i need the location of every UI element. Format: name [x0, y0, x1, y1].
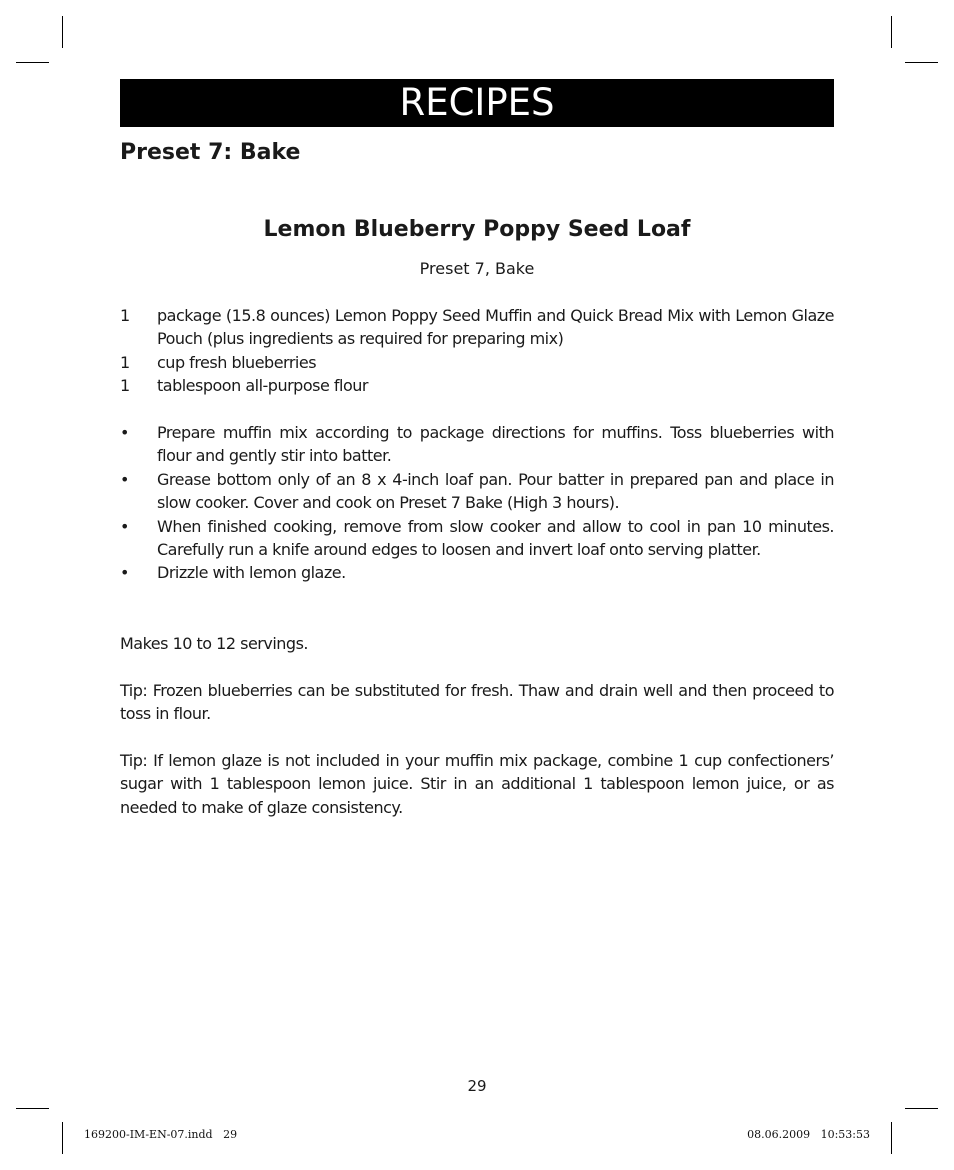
- tip-text: Tip: Frozen blueberries can be substituted for fresh. Thaw and drain well and then proceed to toss in flour.: [120, 681, 834, 724]
- ingredient-text: tablespoon all-purpose flour: [157, 376, 368, 396]
- step-list: [120, 421, 834, 585]
- ingredient-item: [120, 374, 834, 397]
- ingredient-item: [120, 351, 834, 374]
- tip-text: Tip: If lemon glaze is not included in your muffin mix package, combine 1 cup confectioners’ sugar with 1 tablespoon lemon juice. Stir in an additional 1 tablespoon lemon juice, or as needed to make of glaze consistency.: [120, 751, 834, 817]
- crop-mark-bottom-right-vertical: [891, 1122, 892, 1154]
- ingredient-list: [120, 304, 834, 398]
- servings-text: Makes 10 to 12 servings.: [120, 634, 308, 653]
- crop-mark-top-left-vertical: [62, 16, 63, 48]
- recipe-subtitle: Preset 7, Bake: [419, 259, 535, 278]
- crop-mark-bottom-left-horizontal: [16, 1108, 49, 1109]
- footer-timestamp: 08.06.2009 10:53:53: [747, 1128, 870, 1141]
- step-text: When finished cooking, remove from slow cooker and allow to cool in pan 10 minutes. Carefully run a knife around edges to loosen and invert loaf onto serving platter.: [157, 516, 834, 560]
- ingredient-text: package (15.8 ounces) Lemon Poppy Seed Muffin and Quick Bread Mix with Lemon Glaze Pouch (plus ingredients as required for preparing mix): [157, 306, 834, 349]
- ingredient-item: [120, 304, 834, 351]
- step-item: [120, 561, 834, 584]
- ingredient-qty: 1: [120, 352, 130, 372]
- ingredient-qty: 1: [120, 306, 130, 325]
- step-text: Prepare muffin mix according to package directions for muffins. Toss blueberries with flour and gently stir into batter.: [157, 423, 834, 466]
- bullet-icon: •: [120, 516, 129, 536]
- section-title: Preset 7: Bake: [120, 140, 301, 165]
- recipe-title: Lemon Blueberry Poppy Seed Loaf: [263, 217, 691, 242]
- step-item: [120, 468, 834, 515]
- footer-file-name: 169200-IM-EN-07.indd 29: [84, 1128, 238, 1141]
- ingredient-text: cup fresh blueberries: [157, 352, 317, 372]
- page-number: 29: [467, 1077, 487, 1095]
- bullet-icon: •: [120, 423, 129, 442]
- ingredient-qty: 1: [120, 376, 130, 396]
- recipes-banner: RECIPES: [120, 79, 834, 127]
- crop-mark-bottom-right-horizontal: [905, 1108, 938, 1109]
- step-item: [120, 515, 834, 562]
- step-text: Grease bottom only of an 8 x 4-inch loaf pan. Pour batter in prepared pan and place in slow cooker. Cover and cook on Preset 7 Bake (High 3 hours).: [157, 469, 834, 513]
- crop-mark-top-right-horizontal: [905, 62, 938, 63]
- bullet-icon: •: [120, 469, 129, 489]
- step-item: [120, 421, 834, 468]
- crop-mark-top-left-horizontal: [16, 62, 49, 63]
- crop-mark-top-right-vertical: [891, 16, 892, 48]
- crop-mark-bottom-left-vertical: [62, 1122, 63, 1154]
- bullet-icon: •: [120, 563, 129, 583]
- step-text: Drizzle with lemon glaze.: [157, 563, 346, 583]
